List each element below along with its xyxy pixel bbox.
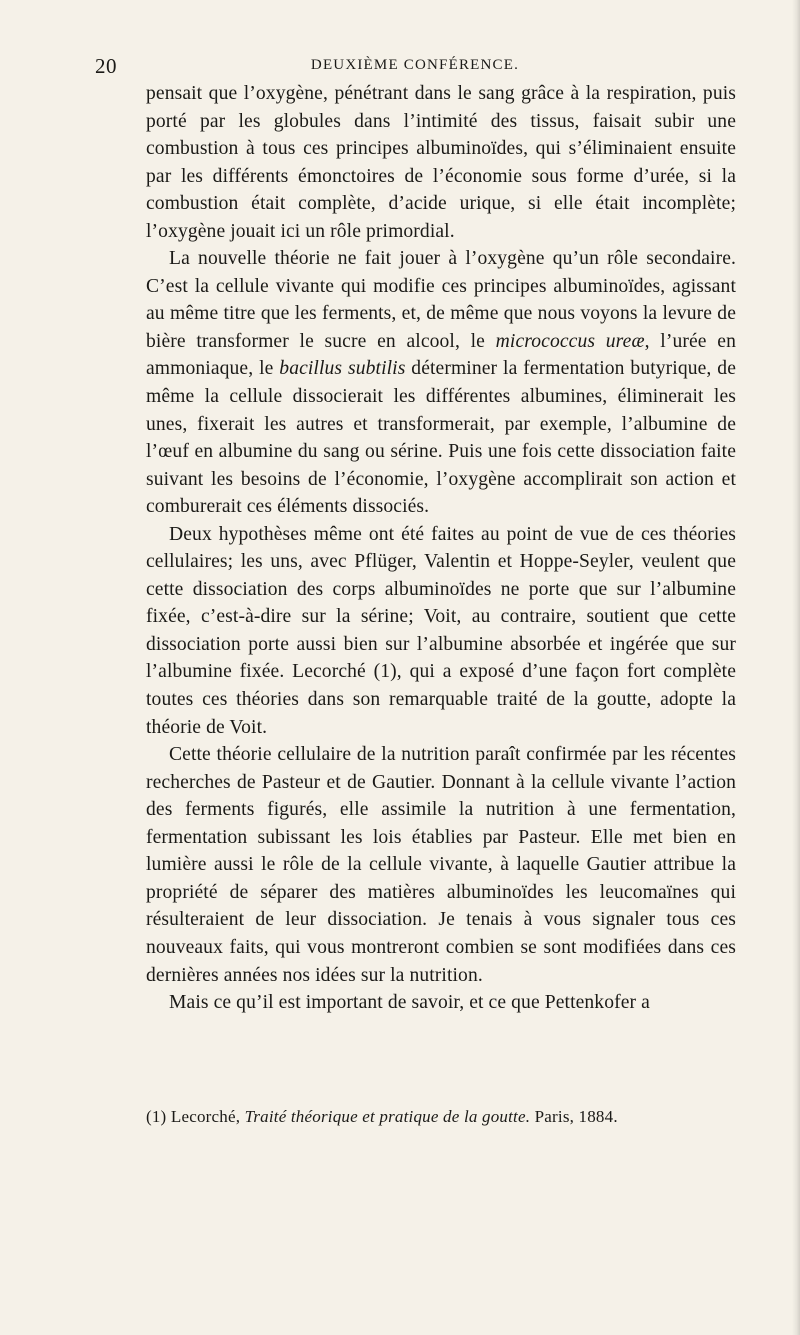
paragraph — [146, 245, 736, 520]
text-run: Deux hypothèses même ont été faites au point de vue de ces théories cellulaires; les uns, avec Pflüger, Valentin et Hoppe-Seyler, veulent que cette dissociation des corps albuminoïdes ne porte que sur l’albumine fixée, c’est-à-dire sur la sérine; Voit, au contraire, soutient que cette dissociation porte aussi bien sur l’albumine absorbée et ingérée que sur l’albumine fixée. Lecorché (1), qui a exposé d’une façon fort complète toutes ces théories dans son remarquable traité de la goutte, adopte la théorie de Voit. — [146, 523, 736, 738]
page-header — [95, 54, 735, 80]
page-edge-shadow — [792, 0, 800, 1335]
italic-term: micrococcus ureæ — [495, 330, 645, 352]
text-run: Cette théorie cellulaire de la nutrition paraît confirmée par les récentes recherches de Pasteur et de Gautier. Donnant à la cellule vivante l’action des ferments figurés, elle assimile la nutrition à une fermentation, fermentation subissant les lois établies par Pasteur. Elle met bien en lumière aussi le rôle de la cellule vivante, à laquelle Gautier attribue la propriété de séparer des matières albuminoïdes les leucomaïnes qui résulteraient de leur dissociation. Je tenais à vous signaler tous ces nouveaux faits, qui vous montreront combien se sont modifiées dans ces dernières années nos idées sur la nutrition. — [146, 744, 736, 986]
text-run: pensait que l’oxygène, pénétrant dans le sang grâce à la respiration, puis porté par les globules dans l’intimité des tissus, faisait subir une combustion à tous ces principes albuminoïdes, qui s’éliminaient ensuite par les différents émonctoires de l’économie sous forme d’urée, si la combustion était complète, d’acide urique, si elle était incomplète; l’oxygène jouait ici un rôle primordial. — [146, 83, 736, 242]
body-text — [146, 80, 736, 1017]
italic-term: bacillus subtilis — [279, 358, 406, 380]
footnote-text: Paris, 1884. — [530, 1107, 618, 1126]
text-run: Mais ce qu’il est important de savoir, et ce que Pettenkofer a — [169, 992, 650, 1014]
text-run: déterminer la fermentation butyrique, de même la cellule dissocierait les différentes albumines, éliminerait les unes, fixerait les autres et transformerait, par exemple, l’albumine de l’œuf en albumine du sang ou sérine. Puis une fois cette dissociation faite suivant les besoins de l’économie, l’oxygène accomplirait son action et comburerait ces éléments dissociés. — [146, 358, 736, 518]
paragraph — [146, 80, 736, 245]
running-head: DEUXIÈME CONFÉRENCE. — [310, 57, 520, 73]
footnote-text: (1) Lecorché, — [146, 1107, 245, 1126]
footnote — [146, 1106, 736, 1128]
footnote-title: Traité théorique et pratique de la goutte. — [244, 1107, 531, 1126]
text-run: La nouvelle théorie ne fait jouer à l’oxygène qu’un rôle secondaire. C’est la cellule vivante qui modifie ces principes albuminoïdes, agissant au même titre que les ferments, et, de même que nous voyons la levure de bière transformer le sucre en alcool, le — [146, 248, 736, 352]
paragraph — [146, 521, 736, 741]
page-number: 20 — [95, 54, 117, 78]
paragraph — [146, 741, 736, 989]
text-run: , l’urée en ammoniaque, le — [146, 330, 736, 380]
paragraph — [146, 989, 736, 1017]
